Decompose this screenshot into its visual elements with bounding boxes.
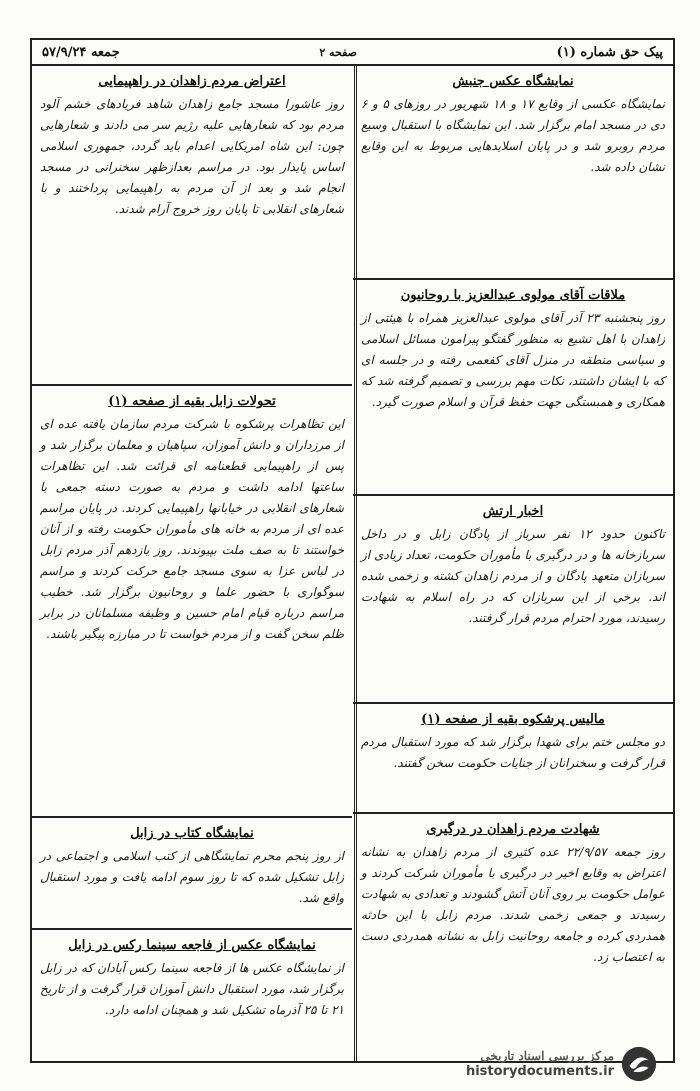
article-title: نمایشگاه عکس از فاجعه سینما رکس در زابل (68, 938, 316, 953)
article-body: روز عاشورا مسجد جامع زاهدان شاهد فریادهای خشم آلود مردم بود که شعارهایی علیه رژیم سر می دادند و شعارهایی چون: این شاه امریکایی اعدام باید گردد، جمهوری اسلامی اساس پایدار بود. در مراسم بعدازظهر سخنرانی در مسجد انجام شد و بعد از آن مردم به راهپیمایی پرداختند و با شعارهای انقلابی تا پایان روز خروج آرام شدند. (40, 97, 344, 216)
article-title: نمایشگاه عکس جنبش (452, 74, 574, 89)
article-title: اعتراض مردم زاهدان در راهپیمایی (98, 74, 286, 89)
right-column (353, 66, 673, 1061)
left-column (32, 66, 352, 1061)
article (32, 816, 352, 928)
article-body: روز جمعه ۲۲/۹/۵۷ عده کثیری از مردم زاهدان به نشانه اعتراض به وقایع اخیر در درگیری با مأموران شرکت کردند و عوامل حکومت بر روی آنان آتش گشودند و تعدادی به شهادت رسیدند و جمعی زخمی شدند. مردم زابل با این حادثه همدردی کرده و جامعه روحانیت زابل به نشانه همدردی دست به اعتصاب زد. (361, 845, 665, 964)
article (353, 494, 673, 702)
article-title: شهادت مردم زاهدان در درگیری (426, 822, 600, 837)
article (353, 66, 673, 278)
article-body: دو مجلس ختم برای شهدا برگزار شد که مورد استقبال مردم قرار گرفت و سخنرانان از جنایات حکومت سخن گفتند. (361, 735, 665, 770)
watermark (408, 1043, 658, 1085)
article-title: تحولات زابل بقیه از صفحه (۱) (108, 394, 276, 409)
header-masthead: پیک حق شماره (۱) (556, 44, 663, 60)
article-body: تاکنون حدود ۱۲ نفر سرباز از پادگان زابل و در داخل سربازخانه ها و در درگیری با مأموران حکومت، تعداد زیادی از سربازان متعهد پادگان و از مردم زاهدان کشته و زخمی شده اند. برخی از این سربازان که در راه اسلام به شهادت رسیدند، مورد احترام مردم قرار گرفتند. (361, 527, 666, 625)
article (353, 278, 673, 494)
article-title: نمایشگاه کتاب در زابل (130, 826, 254, 841)
header-date: ۵۷/۹/۲۴ جمعه (42, 44, 120, 60)
article (353, 702, 673, 812)
watermark-title: مرکز بررسی اسناد تاریخی (480, 1049, 614, 1063)
article (32, 384, 352, 816)
article-body: روز پنجشنبه ۲۳ آذر آقای مولوی عبدالعزیز همراه با هیئتی از زاهدان با اهل تشیع به منظور گفتگو پیرامون مسائل اسلامی و سیاسی منطقه در منزل آقای کفعمی رفته و در جلسه ای که با ایشان داشتند، نکات مهم بررسی و تصمیم گرفته شد که همکاری و همبستگی جهت حفظ قرآن و اسلام صورت گیرد. (361, 311, 665, 409)
article-title: مالیس پرشکوه بقیه از صفحه (۱) (421, 712, 605, 727)
article-body: نمایشگاه عکسی از وقایع ۱۷ و ۱۸ شهریور در روزهای ۵ و ۶ دی در مسجد امام برگزار شد. این نمایشگاه با استقبال وسیع مردم روبرو شد و در پایان اسلایدهایی مربوط به این وقایع نشان داده شد. (361, 97, 666, 174)
article-body: این تظاهرات پرشکوه با شرکت مردم سازمان یافته عده ای از مرزداران و دانش آموزان، سپاهیان و معلمان برگزار شد و پس از راهپیمایی قطعنامه ای قرائت شد. این تظاهرات ساعتها ادامه داشت و مردم به صورت دسته جمعی با شعارهای انقلابی در خیابانها راهپیمایی کردند. در پایان مراسم عده ای از مردم به خانه های مأموران حکومت رفته و از آنان خواستند تا به صف ملت بپیوندند. روز یازدهم آذر مردم زابل در لباس عزا به سوی مسجد جامع حرکت کردند و مراسم سوگواری با حضور علما و روحانیون برگزار شد. خطیب مراسم درباره قیام امام حسین و وظیفه مسلمانان در برابر ظلم سخن گفت و از مردم خواست تا در مبارزه پیگیر باشند. (40, 417, 344, 641)
archive-logo-icon (620, 1045, 658, 1083)
header-row (32, 40, 673, 66)
header-page-number: صفحه ۲ (319, 45, 357, 59)
article-body: از نمایشگاه عکس ها از فاجعه سینما رکس آبادان که در زابل برگزار شد، مورد استقبال دانش آموزان قرار گرفت و از تاریخ ۲۱ تا ۲۵ آذرماه تشکیل شد و همچنان ادامه دارد. (40, 961, 344, 1017)
watermark-text (466, 1048, 614, 1080)
article-title: اخبار ارتش (482, 504, 544, 519)
article-title: ملاقات آقای مولوی عبدالعزیز با روحانیون (400, 288, 626, 303)
article (32, 928, 352, 1062)
article (353, 812, 673, 1062)
page-frame (30, 38, 675, 1063)
article-body: از روز پنجم محرم نمایشگاهی از کتب اسلامی و اجتماعی در زابل تشکیل شده که تا روز سوم ادامه یافت و مورد استقبال واقع شد. (40, 849, 344, 905)
watermark-url: historydocuments.ir (465, 1064, 614, 1079)
article (32, 66, 352, 384)
